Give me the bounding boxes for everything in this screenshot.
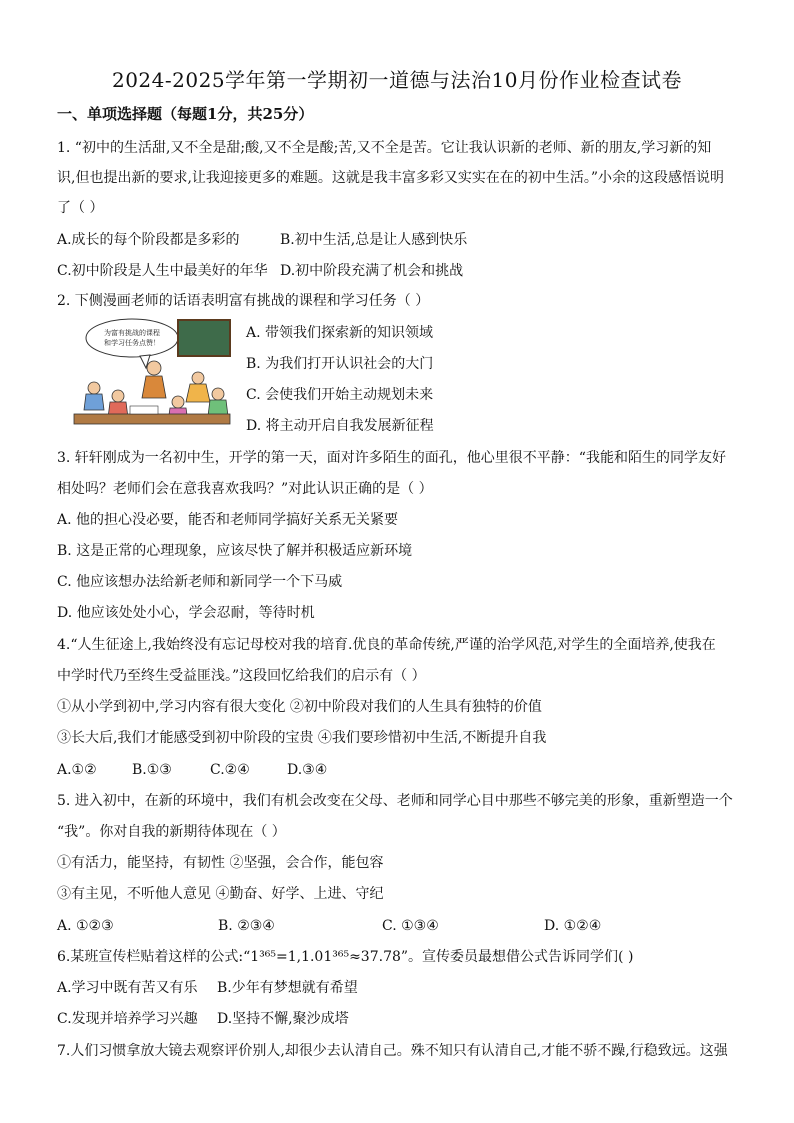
q4-option-b[interactable]: B.①③ [132, 762, 172, 778]
q5-stem-line2: “我”。你对自我的新期待体现在（ ） [57, 824, 286, 840]
q1-stem-line1: 1. “初中的生活甜,又不全是甜;酸,又不全是酸;苦,又不全是苦。它让我认识新的老师、新的朋友,学习新的知 [57, 140, 712, 156]
q6-stem: 6.某班宣传栏贴着这样的公式:“1³⁶⁵=1,1.01³⁶⁵≈37.78”。宣传委员最想借公式告诉同学们( ) [57, 949, 634, 965]
q7-stem-line1: 7.人们习惯拿放大镜去观察评价别人,却很少去认清自己。殊不知只有认清自己,才能不骄不躁,行稳致远。这强 [57, 1043, 728, 1059]
q3-stem-line2: 相处吗？老师们会在意我喜欢我吗？”对此认识正确的是（ ） [57, 481, 433, 497]
q5-statements-line1: ①有活力，能坚持，有韧性 ②坚强，会合作，能包容 [57, 855, 384, 871]
q1-option-c[interactable]: C.初中阶段是人生中最美好的年华 [57, 263, 268, 279]
q6-option-c[interactable]: C.发现并培养学习兴趣 [57, 1011, 198, 1027]
q5-option-a[interactable]: A. ①②③ [57, 918, 114, 934]
q3-stem-line1: 3. 轩轩刚成为一名初中生，开学的第一天，面对许多陌生的面孔，他心里很不平静：“我能和陌生的同学友好 [57, 450, 726, 466]
classroom-cartoon-image [70, 316, 234, 430]
q4-stem-line1: 4.“人生征途上,我始终没有忘记母校对我的培育.优良的革命传统,严谨的治学风范,对学生的全面培养,使我在 [57, 637, 716, 653]
q6-option-a[interactable]: A.学习中既有苦又有乐 [57, 980, 198, 996]
exam-title: 2024-2025学年第一学期初一道德与法治10月份作业检查试卷 [111, 68, 682, 92]
q1-stem-line3: 了（ ） [57, 200, 104, 216]
q5-option-c[interactable]: C. ①③④ [382, 918, 439, 934]
q3-option-a[interactable]: A. 他的担心没必要，能否和老师同学搞好关系无关紧要 [57, 512, 399, 528]
q5-option-d[interactable]: D. ①②④ [544, 918, 602, 934]
q3-option-d[interactable]: D. 他应该处处小心，学会忍耐，等待时机 [57, 605, 315, 621]
q1-option-a[interactable]: A.成长的每个阶段都是多彩的 [57, 232, 240, 248]
q2-option-a[interactable]: A. 带领我们探索新的知识领域 [246, 325, 434, 341]
q3-option-b[interactable]: B. 这是正常的心理现象，应该尽快了解并积极适应新环境 [57, 543, 413, 559]
q6-option-d[interactable]: D.坚持不懈,聚沙成塔 [217, 1011, 349, 1027]
q2-option-b[interactable]: B. 为我们打开认识社会的大门 [246, 356, 434, 372]
q2-option-c[interactable]: C. 会使我们开始主动规划未来 [246, 387, 434, 403]
bubble-text-line1: 为富有挑战的课程 [104, 329, 160, 337]
section-heading: 一、单项选择题（每题1分，共25分） [57, 105, 314, 123]
q1-stem-line2: 识,但也提出新的要求,让我迎接更多的难题。这就是我丰富多彩又实实在在的初中生活。”小余的这段感悟说明 [57, 170, 725, 186]
q1-option-b[interactable]: B.初中生活,总是让人感到快乐 [280, 232, 468, 248]
q4-statements-line1: ①从小学到初中,学习内容有很大变化 ②初中阶段对我们的人生具有独特的价值 [57, 699, 542, 715]
q4-statements-line2: ③长大后,我们才能感受到初中阶段的宝贵 ④我们要珍惜初中生活,不断提升自我 [57, 730, 547, 746]
q3-option-c[interactable]: C. 他应该想办法给新老师和新同学一个下马威 [57, 574, 343, 590]
q2-stem: 2. 下侧漫画老师的话语表明富有挑战的课程和学习任务（ ） [57, 293, 430, 309]
q5-statements-line2: ③有主见，不听他人意见 ④勤奋、好学、上进、守纪 [57, 886, 384, 902]
q4-option-d[interactable]: D.③④ [287, 762, 328, 778]
q5-option-b[interactable]: B. ②③④ [218, 918, 275, 934]
q4-option-a[interactable]: A.①② [57, 762, 97, 778]
q6-option-b[interactable]: B.少年有梦想就有希望 [217, 980, 358, 996]
q1-option-d[interactable]: D.初中阶段充满了机会和挑战 [280, 263, 464, 279]
q5-stem-line1: 5. 进入初中，在新的环境中，我们有机会改变在父母、老师和同学心目中那些不够完美的形象，重新塑造一个 [57, 793, 733, 809]
q2-option-d[interactable]: D. 将主动开启自我发展新征程 [246, 418, 434, 434]
q4-stem-line2: 中学时代乃至终生受益匪浅。”这段回忆给我们的启示有（ ） [57, 668, 426, 684]
q4-option-c[interactable]: C.②④ [210, 762, 250, 778]
bubble-text-line2: 和学习任务点赞！ [104, 339, 160, 347]
